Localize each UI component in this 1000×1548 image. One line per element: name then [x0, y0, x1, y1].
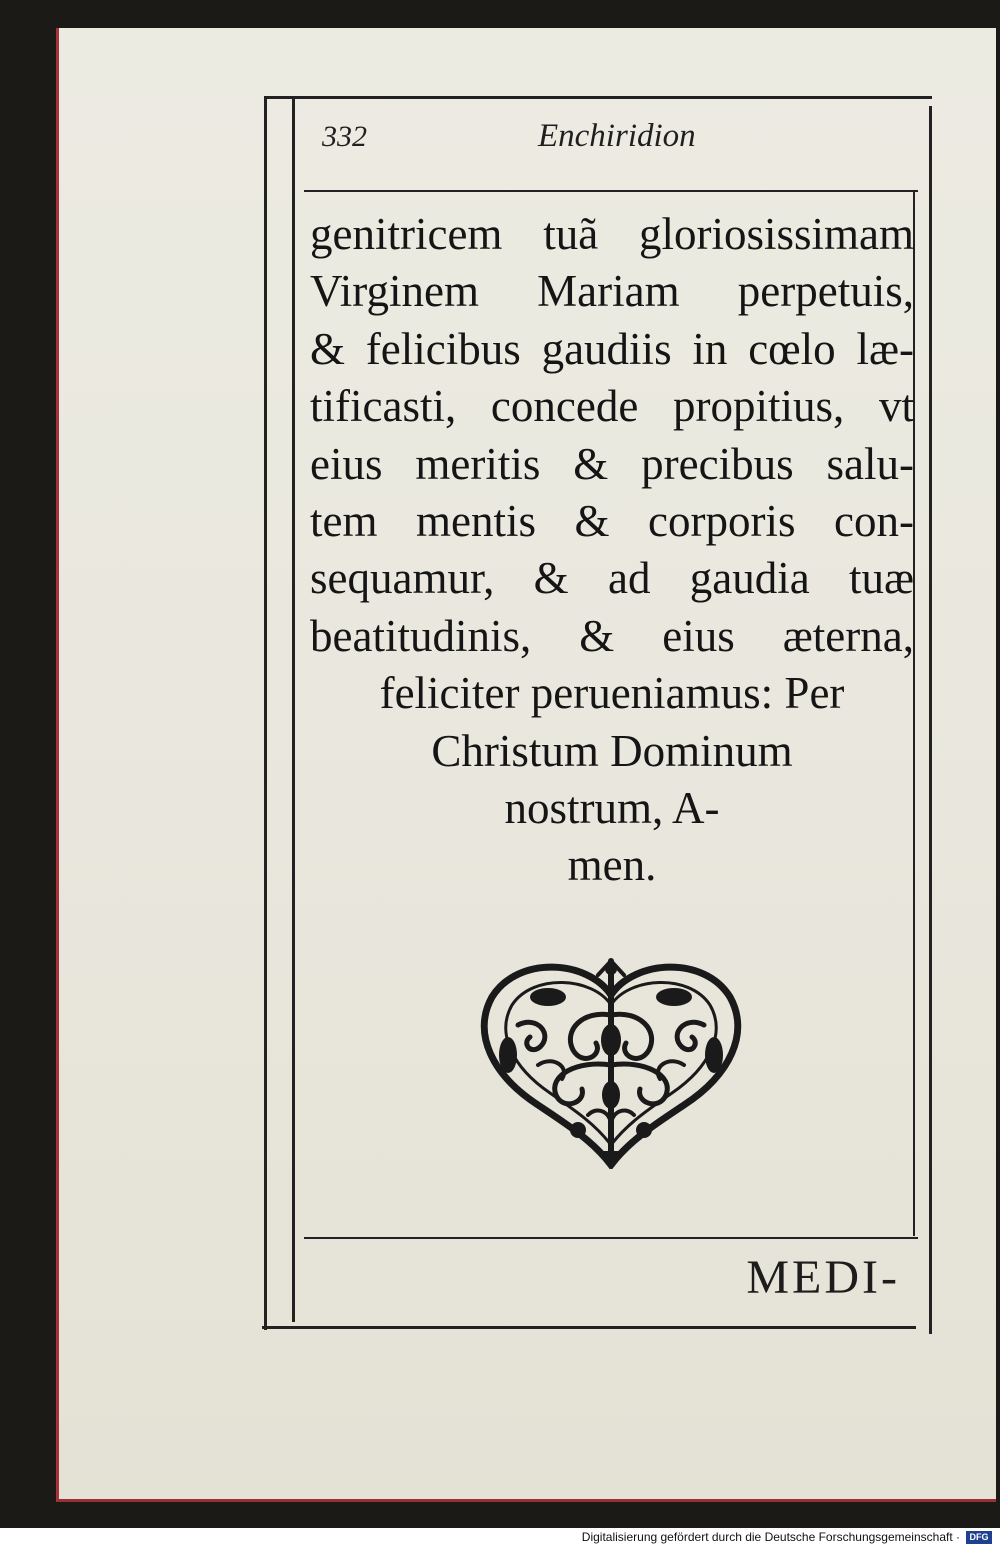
frame-left-rule-outer	[264, 96, 267, 1330]
frame-left-rule-inner	[292, 96, 295, 1322]
footer-rule	[304, 1237, 918, 1239]
text-line: sequamur, & ad gaudia tuæ	[310, 553, 914, 604]
catchword: MEDI-	[746, 1251, 900, 1304]
header-rule	[304, 190, 918, 192]
dfg-logo-icon: DFG	[966, 1531, 992, 1544]
text-line: & felicibus gaudiis in cœlo læ-	[310, 323, 914, 374]
frame-right-rule-outer	[929, 106, 932, 1334]
heart-ornament-icon	[478, 955, 744, 1169]
text-line: tificasti, concede propitius, vt	[310, 381, 914, 432]
text-line: tem mentis & corporis con-	[310, 495, 914, 546]
text-line: men.	[567, 840, 657, 891]
text-line: Virginem Mariam perpetuis,	[310, 266, 914, 317]
body-text	[310, 206, 914, 895]
digitization-credit: Digitalisierung gefördert durch die Deutsche Forschungsgemeinschaft ·	[581, 1530, 960, 1544]
running-head: Enchiridion	[538, 118, 696, 154]
text-line: nostrum, A-	[504, 782, 720, 833]
text-line: beatitudinis, & eius æterna,	[310, 610, 914, 661]
frame-bottom-rule	[262, 1326, 916, 1329]
page-number: 332	[322, 120, 367, 153]
text-line: Christum Dominum	[431, 725, 793, 776]
text-line: genitricem tuã gloriosissimam	[310, 209, 914, 259]
text-line: eius meritis & precibus salu-	[310, 438, 914, 489]
text-line: feliciter perueniamus: Per	[379, 668, 845, 719]
frame-top-rule	[266, 96, 932, 99]
